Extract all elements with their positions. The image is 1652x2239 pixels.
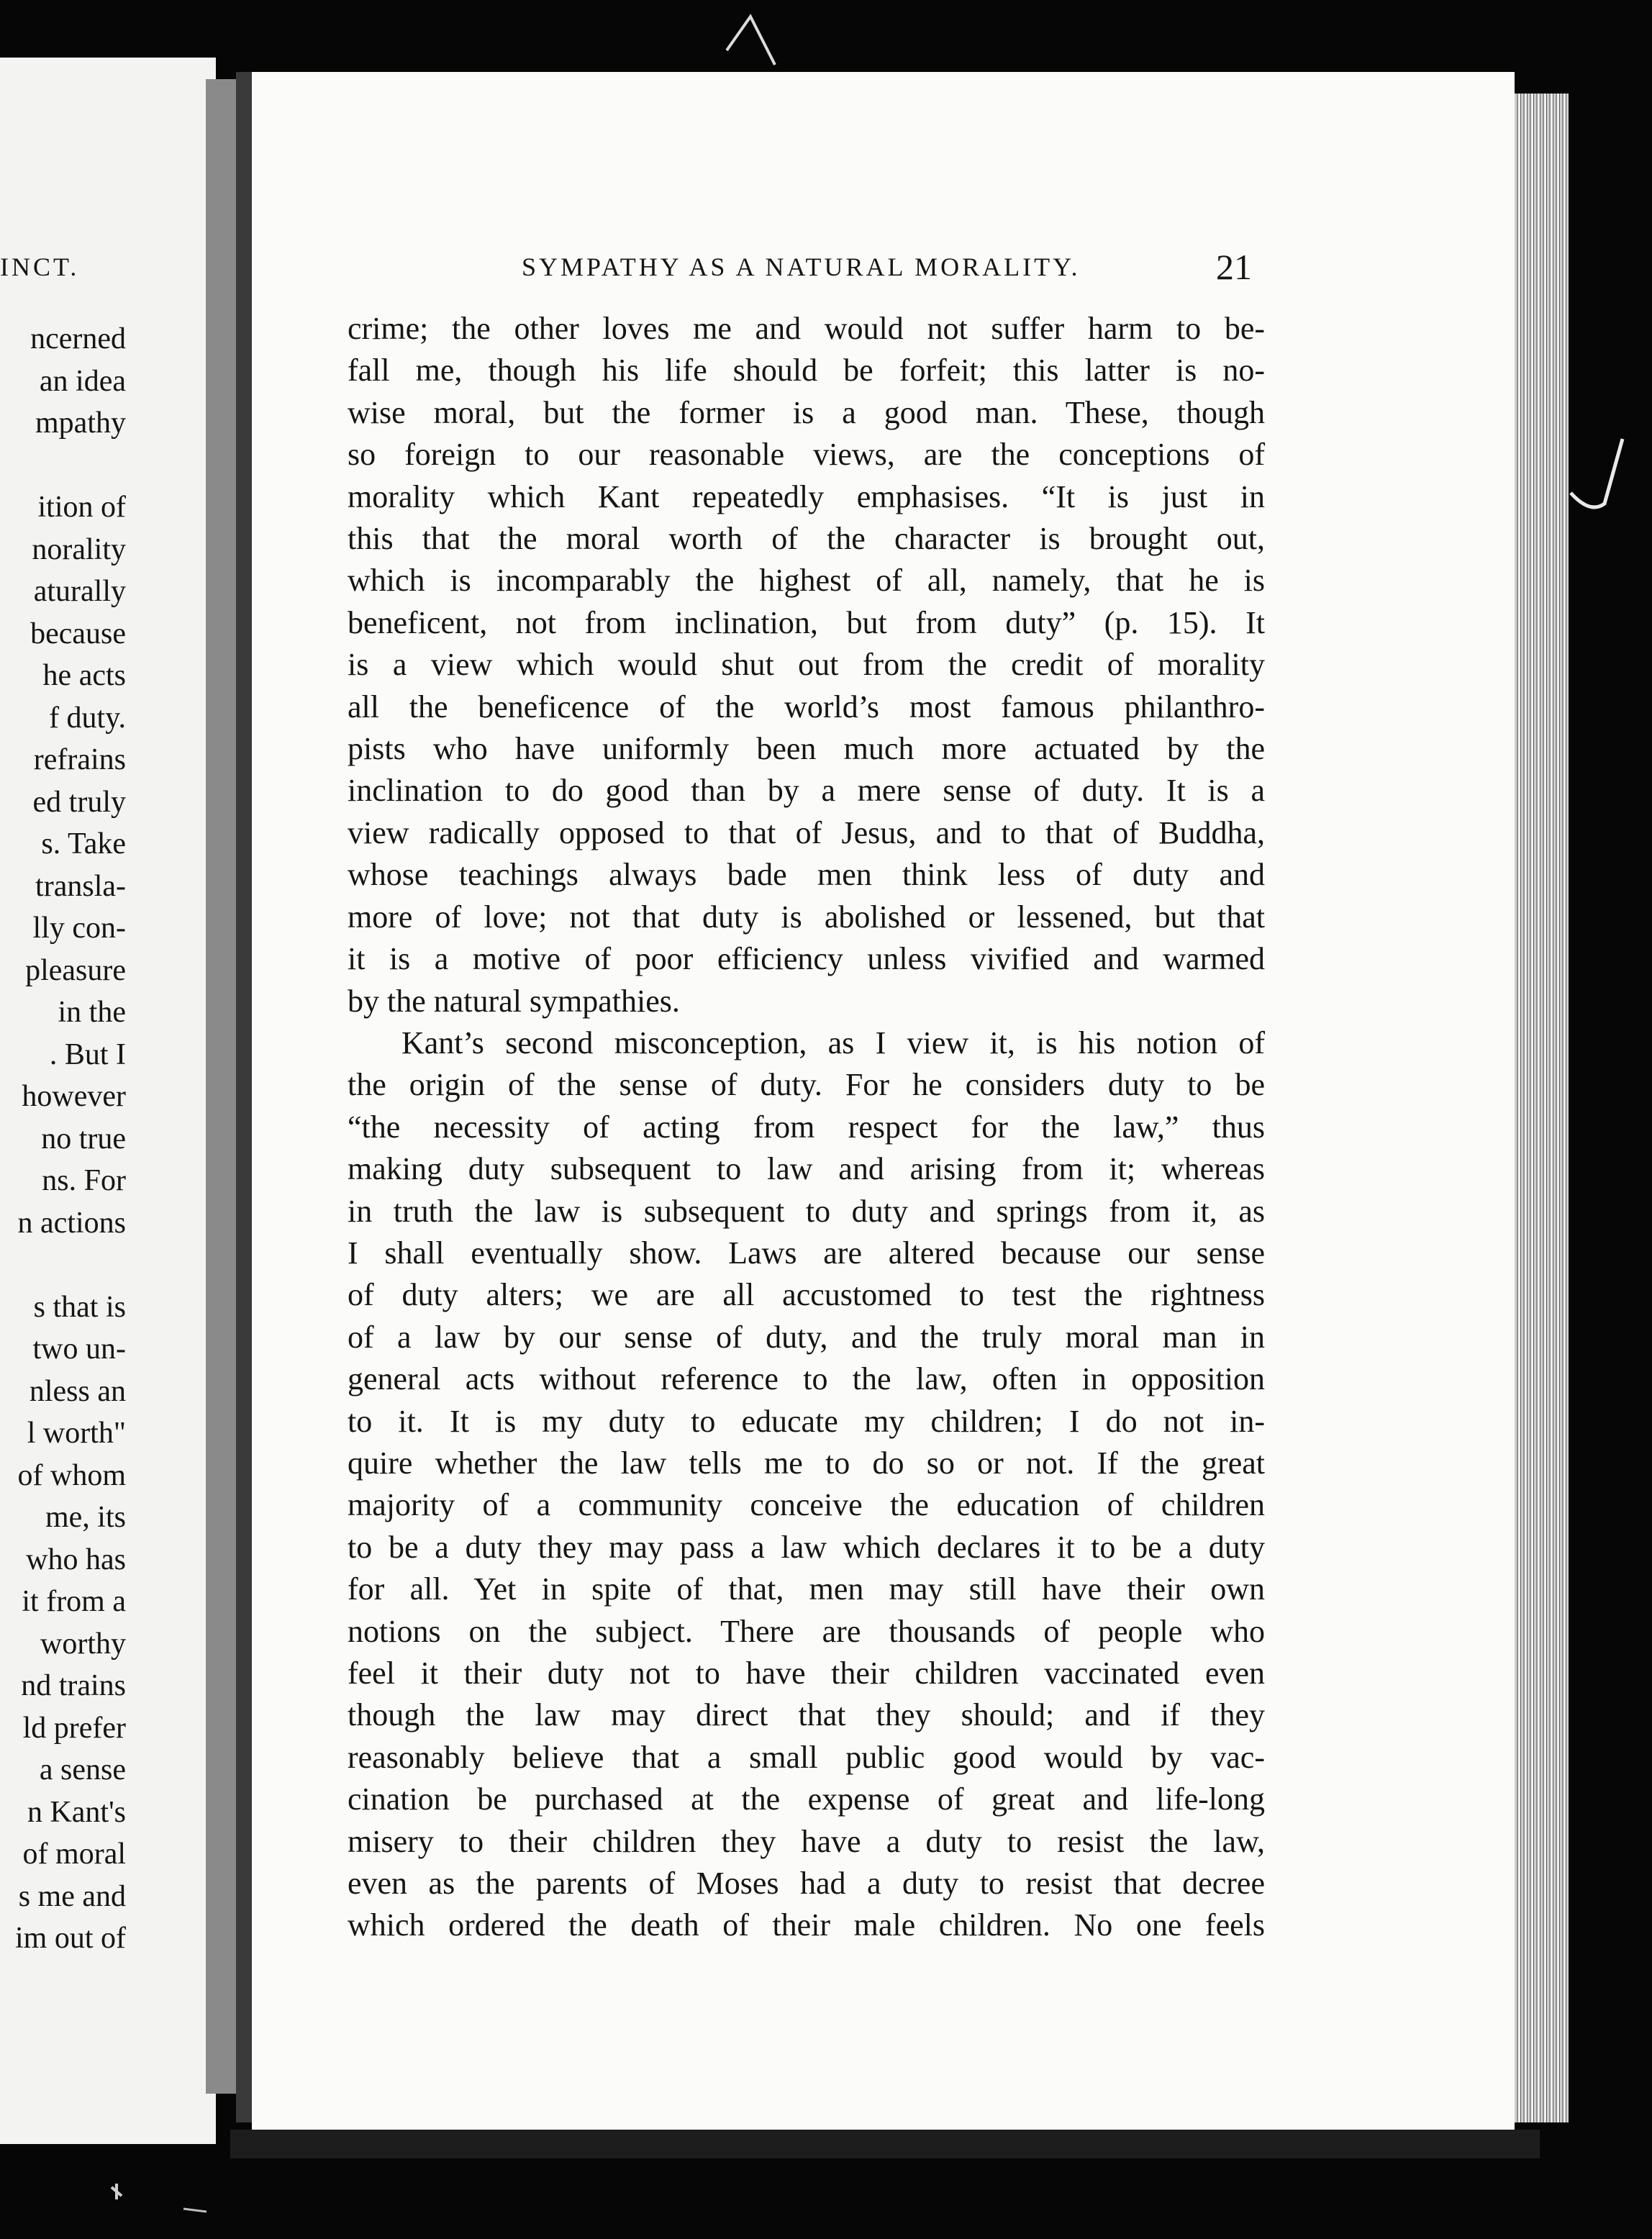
left-page-line: of moral — [22, 1838, 126, 1871]
body-line: the origin of the sense of duty. For he considers duty to be — [348, 1067, 1265, 1103]
body-line: so foreign to our reasonable views, are the conceptions of — [348, 437, 1265, 473]
left-page-line: n Kant's — [27, 1795, 126, 1829]
body-line: fall me, though his life should be forfeit; this latter is no- — [348, 353, 1265, 389]
body-line: which ordered the death of their male children. No one feels — [348, 1907, 1265, 1943]
book-bottom-edge — [230, 2130, 1540, 2158]
left-page-line: ition of — [37, 491, 126, 524]
body-line: crime; the other loves me and would not suffer harm to be- — [348, 311, 1265, 346]
left-page-line: because — [30, 617, 126, 650]
page-stack-edges — [1515, 94, 1569, 2122]
left-page-line: l worth" — [27, 1417, 126, 1450]
left-page-line: s. Take — [41, 827, 126, 860]
scan-speck-top — [723, 11, 781, 68]
left-page-edge — [206, 79, 236, 2094]
left-page-line: refrains — [33, 743, 126, 776]
left-page-line: he acts — [42, 659, 126, 692]
body-line: inclination to do good than by a mere sense of duty. It is a — [348, 773, 1265, 809]
left-page-line: . But I — [49, 1037, 126, 1071]
body-line: quire whether the law tells me to do so or not. If the great — [348, 1445, 1265, 1481]
body-line: pists who have uniformly been much more actuated by the — [348, 731, 1265, 767]
body-line: even as the parents of Moses had a duty to resist that decree — [348, 1866, 1265, 1902]
body-line: beneficent, not from inclination, but from duty” (p. 15). It — [348, 604, 1265, 640]
left-page-line: nd trains — [21, 1669, 126, 1702]
left-page-line: s that is — [33, 1290, 126, 1324]
left-page-line: pleasure — [25, 953, 126, 987]
body-line: I shall eventually show. Laws are altered because our sense — [348, 1235, 1265, 1271]
body-text — [348, 308, 1265, 1947]
left-page-line: im out of — [15, 1922, 126, 1955]
left-page-line: ns. For — [42, 1164, 126, 1197]
body-line: whose teachings always bade men think less of duty and — [348, 857, 1265, 893]
body-line: making duty subsequent to law and arising from it; whereas — [348, 1151, 1265, 1187]
left-page-line: norality — [32, 532, 126, 566]
left-page-line: in the — [58, 996, 126, 1029]
body-line: morality which Kant repeatedly emphasises. “It is just in — [348, 478, 1265, 514]
left-page-line: lly con- — [32, 912, 126, 945]
body-line: notions on the subject. There are thousands of people who — [348, 1613, 1265, 1649]
page-number: 21 — [1216, 247, 1252, 287]
left-page-line: who has — [26, 1543, 126, 1576]
left-page-line: of whom — [17, 1458, 126, 1492]
book-gutter — [236, 72, 252, 2122]
left-page-line: ncerned — [30, 322, 126, 355]
left-page-line: it from a — [22, 1585, 126, 1618]
left-page-line: ed truly — [32, 785, 126, 819]
body-line: of duty alters; we are all accustomed to test the rightness — [348, 1277, 1265, 1313]
body-line: reasonably believe that a small public good would by vac- — [348, 1739, 1265, 1775]
body-line: more of love; not that duty is abolished or lessened, but that — [348, 899, 1265, 935]
body-line: cination be purchased at the expense of great and life-long — [348, 1781, 1265, 1817]
body-line: though the law may direct that they should; and if they — [348, 1697, 1265, 1733]
left-page-line: me, its — [45, 1501, 126, 1534]
left-page-line: no true — [41, 1122, 126, 1155]
left-page-line — [15, 445, 126, 487]
left-page-line: f duty. — [49, 701, 126, 735]
left-page-line — [15, 1244, 126, 1286]
body-line: for all. Yet in spite of that, men may still have their own — [348, 1571, 1265, 1607]
left-page-text — [15, 318, 126, 1960]
body-line: misery to their children they have a duty to resist the law, — [348, 1823, 1265, 1859]
left-page-line: a sense — [39, 1753, 126, 1786]
left-page-line: s me and — [18, 1879, 126, 1913]
body-line: feel it their duty not to have their children vaccinated even — [348, 1656, 1265, 1691]
body-line: of a law by our sense of duty, and the truly moral man in — [348, 1319, 1265, 1355]
left-page-line: n actions — [17, 1206, 126, 1240]
body-line: to it. It is my duty to educate my children; I do not in- — [348, 1403, 1265, 1439]
left-page-line: worthy — [40, 1627, 126, 1661]
body-line: this that the moral worth of the character is brought out, — [348, 521, 1265, 557]
left-page-line: ld prefer — [22, 1711, 126, 1745]
left-page-line: however — [22, 1080, 126, 1113]
body-line: majority of a community conceive the education of children — [348, 1487, 1265, 1523]
body-line: to be a duty they may pass a law which declares it to be a duty — [348, 1529, 1265, 1565]
left-page-line: two un- — [32, 1332, 126, 1366]
left-page-line: an idea — [39, 364, 126, 398]
body-line: all the beneficence of the world’s most famous philanthro- — [348, 689, 1265, 725]
body-line: Kant’s second misconception, as I view it, is his notion of — [401, 1025, 1265, 1061]
body-line: “the necessity of acting from respect for the law,” thus — [348, 1109, 1265, 1145]
scan-speck-bottom — [97, 2180, 241, 2239]
body-line: it is a motive of poor efficiency unless vivified and warmed — [348, 941, 1265, 977]
scan-speck-right — [1565, 424, 1630, 525]
body-line: is a view which would shut out from the credit of morality — [348, 647, 1265, 683]
left-page-line: transla- — [35, 869, 126, 903]
left-page-line: mpathy — [35, 407, 126, 440]
left-facing-page — [0, 58, 216, 2144]
left-page-line: aturally — [33, 575, 126, 608]
body-line: by the natural sympathies. — [348, 983, 680, 1019]
body-line: view radically opposed to that of Jesus, and to that of Buddha, — [348, 814, 1265, 850]
body-line: in truth the law is subsequent to duty and springs from it, as — [348, 1193, 1265, 1229]
body-line: which is incomparably the highest of all, namely, that he is — [348, 563, 1265, 599]
body-line: wise moral, but the former is a good man. These, though — [348, 394, 1265, 430]
left-running-head: INCT. — [0, 253, 80, 281]
body-line: general acts without reference to the law, often in opposition — [348, 1361, 1265, 1397]
left-page-line: nless an — [29, 1374, 126, 1408]
running-head: SYMPATHY AS A NATURAL MORALITY. — [522, 253, 1081, 281]
